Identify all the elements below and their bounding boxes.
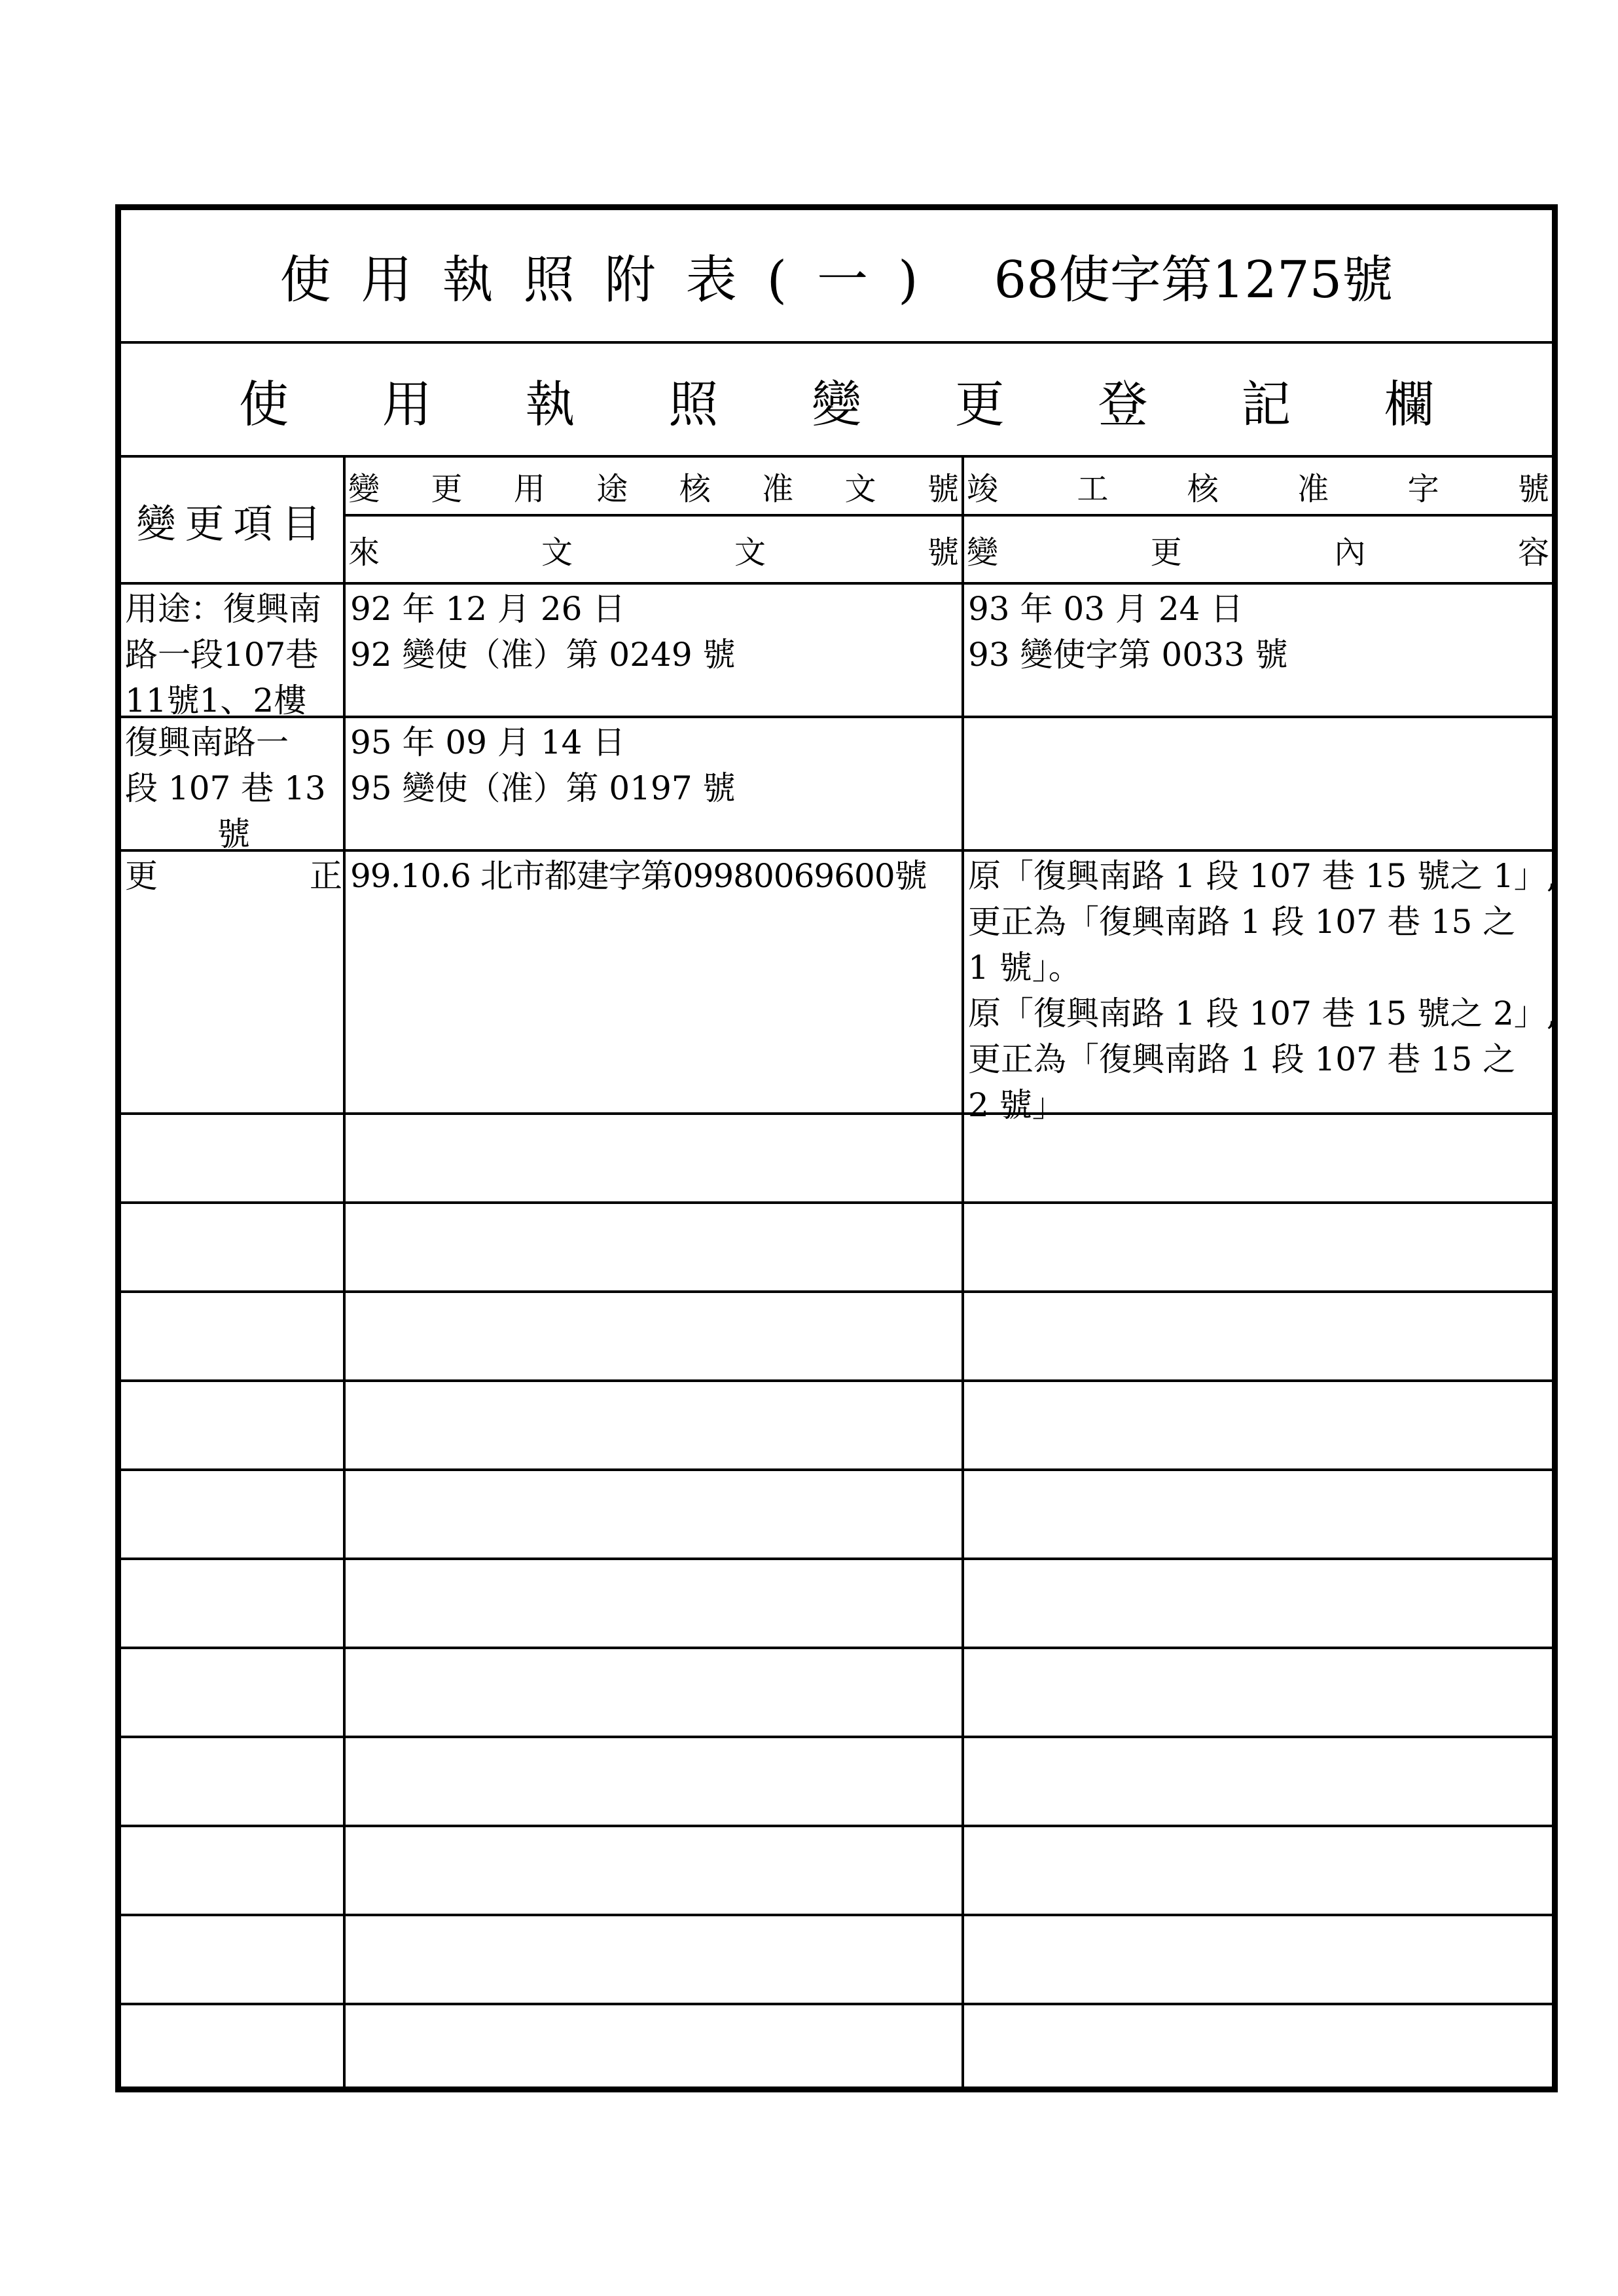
char: 更 — [954, 374, 1005, 433]
char: 字 — [1407, 470, 1439, 507]
char: 變 — [967, 534, 999, 571]
char: 變 — [812, 374, 861, 433]
char: 執 — [525, 374, 575, 433]
annex-title — [121, 210, 1552, 341]
char: 文 — [541, 534, 573, 571]
char: 內 — [1334, 534, 1366, 571]
cell-line: 92 變使（准）第 0249 號 — [350, 636, 736, 674]
rule-blank3 — [121, 1379, 1552, 1382]
char: 竣 — [967, 470, 999, 507]
cell-line: 95 年 09 月 14 日 — [350, 723, 626, 761]
cell-line: 99.10.6 北市都建字第09980069600號 — [350, 857, 927, 895]
row2-approval — [350, 720, 736, 811]
row3-approval — [350, 853, 927, 899]
cell-line: 2 號」 — [968, 1086, 1065, 1124]
header-approval-number — [346, 458, 962, 514]
rule-blank2 — [121, 1290, 1552, 1293]
char: 文 — [734, 534, 766, 571]
cell-line: 更正為「復興南路 1 段 107 巷 15 之 — [968, 1040, 1516, 1078]
cell-line: 93 年 03 月 24 日 — [968, 590, 1244, 628]
cell-line: 92 年 12 月 26 日 — [350, 590, 626, 628]
cell-line: 93 變使字第 0033 號 — [968, 636, 1288, 674]
char: 更 — [125, 857, 158, 895]
rule-blank5 — [121, 1558, 1552, 1560]
rule-blank7 — [121, 1736, 1552, 1738]
license-number: 68使字第1275號 — [994, 251, 1393, 310]
cell-line: 1 號」。 — [968, 949, 1081, 987]
rule-blank10 — [121, 2003, 1552, 2005]
char: 途 — [596, 470, 628, 507]
char: 文 — [844, 470, 876, 507]
cell-line: 更正為「復興南路 1 段 107 巷 15 之 — [968, 903, 1516, 941]
cell-line: 原「復興南路 1 段 107 巷 15 號之 1」, — [968, 857, 1557, 895]
char: 更 — [431, 470, 463, 507]
cell-line: 號 — [217, 815, 250, 853]
char: 來 — [348, 534, 380, 571]
char: 號 — [927, 534, 959, 571]
cell-line: 復興南路一 — [125, 723, 289, 761]
char: 准 — [762, 470, 794, 507]
char: 記 — [1241, 374, 1291, 433]
annex-title-main: 使用執照附表(一) — [279, 251, 948, 310]
row1-approval — [350, 586, 736, 678]
rule-header — [121, 582, 1552, 585]
char: 正 — [310, 857, 342, 895]
char: 登 — [1098, 374, 1148, 433]
header-change-content — [964, 517, 1552, 582]
cell-line — [125, 853, 342, 899]
row2-item — [121, 720, 342, 857]
char: 更 — [1150, 534, 1182, 571]
char: 工 — [1077, 470, 1109, 507]
rule-blank6 — [121, 1647, 1552, 1649]
row3-item — [121, 853, 342, 899]
cell-line: 原「復興南路 1 段 107 巷 15 號之 2」, — [968, 994, 1557, 1032]
cell-line: 段 107 巷 13 — [125, 769, 326, 807]
char: 號 — [1517, 470, 1549, 507]
rule-col2 — [962, 455, 964, 2086]
row3-completion — [968, 853, 1557, 1128]
rule-blank4 — [121, 1468, 1552, 1471]
char: 照 — [668, 374, 719, 433]
header-completion-number — [964, 458, 1552, 514]
char: 核 — [1187, 470, 1219, 507]
header-incoming-number — [346, 517, 962, 582]
char: 變 — [348, 470, 380, 507]
row1-completion — [968, 586, 1288, 678]
cell-line: 路一段107巷 — [125, 636, 319, 674]
rule-title — [121, 341, 1552, 344]
char: 號 — [927, 470, 959, 507]
char: 准 — [1297, 470, 1329, 507]
rule-blank8 — [121, 1825, 1552, 1827]
license-annex-table — [115, 204, 1558, 2092]
section-subtitle — [121, 345, 1552, 455]
header-change-item: 變更項目 — [136, 501, 331, 547]
cell-line: 11號1、2樓 — [125, 682, 307, 720]
char: 用 — [513, 470, 545, 507]
row1-item — [121, 586, 342, 723]
char: 欄 — [1384, 374, 1434, 433]
rule-col1 — [343, 455, 346, 2086]
char: 使 — [239, 374, 289, 433]
char: 核 — [679, 470, 711, 507]
cell-line: 用途：復興南 — [125, 590, 321, 628]
char: 用 — [382, 374, 432, 433]
rule-blank1 — [121, 1201, 1552, 1204]
cell-line: 95 變使（准）第 0197 號 — [350, 769, 736, 807]
char: 容 — [1517, 534, 1549, 571]
rule-blank9 — [121, 1914, 1552, 1916]
